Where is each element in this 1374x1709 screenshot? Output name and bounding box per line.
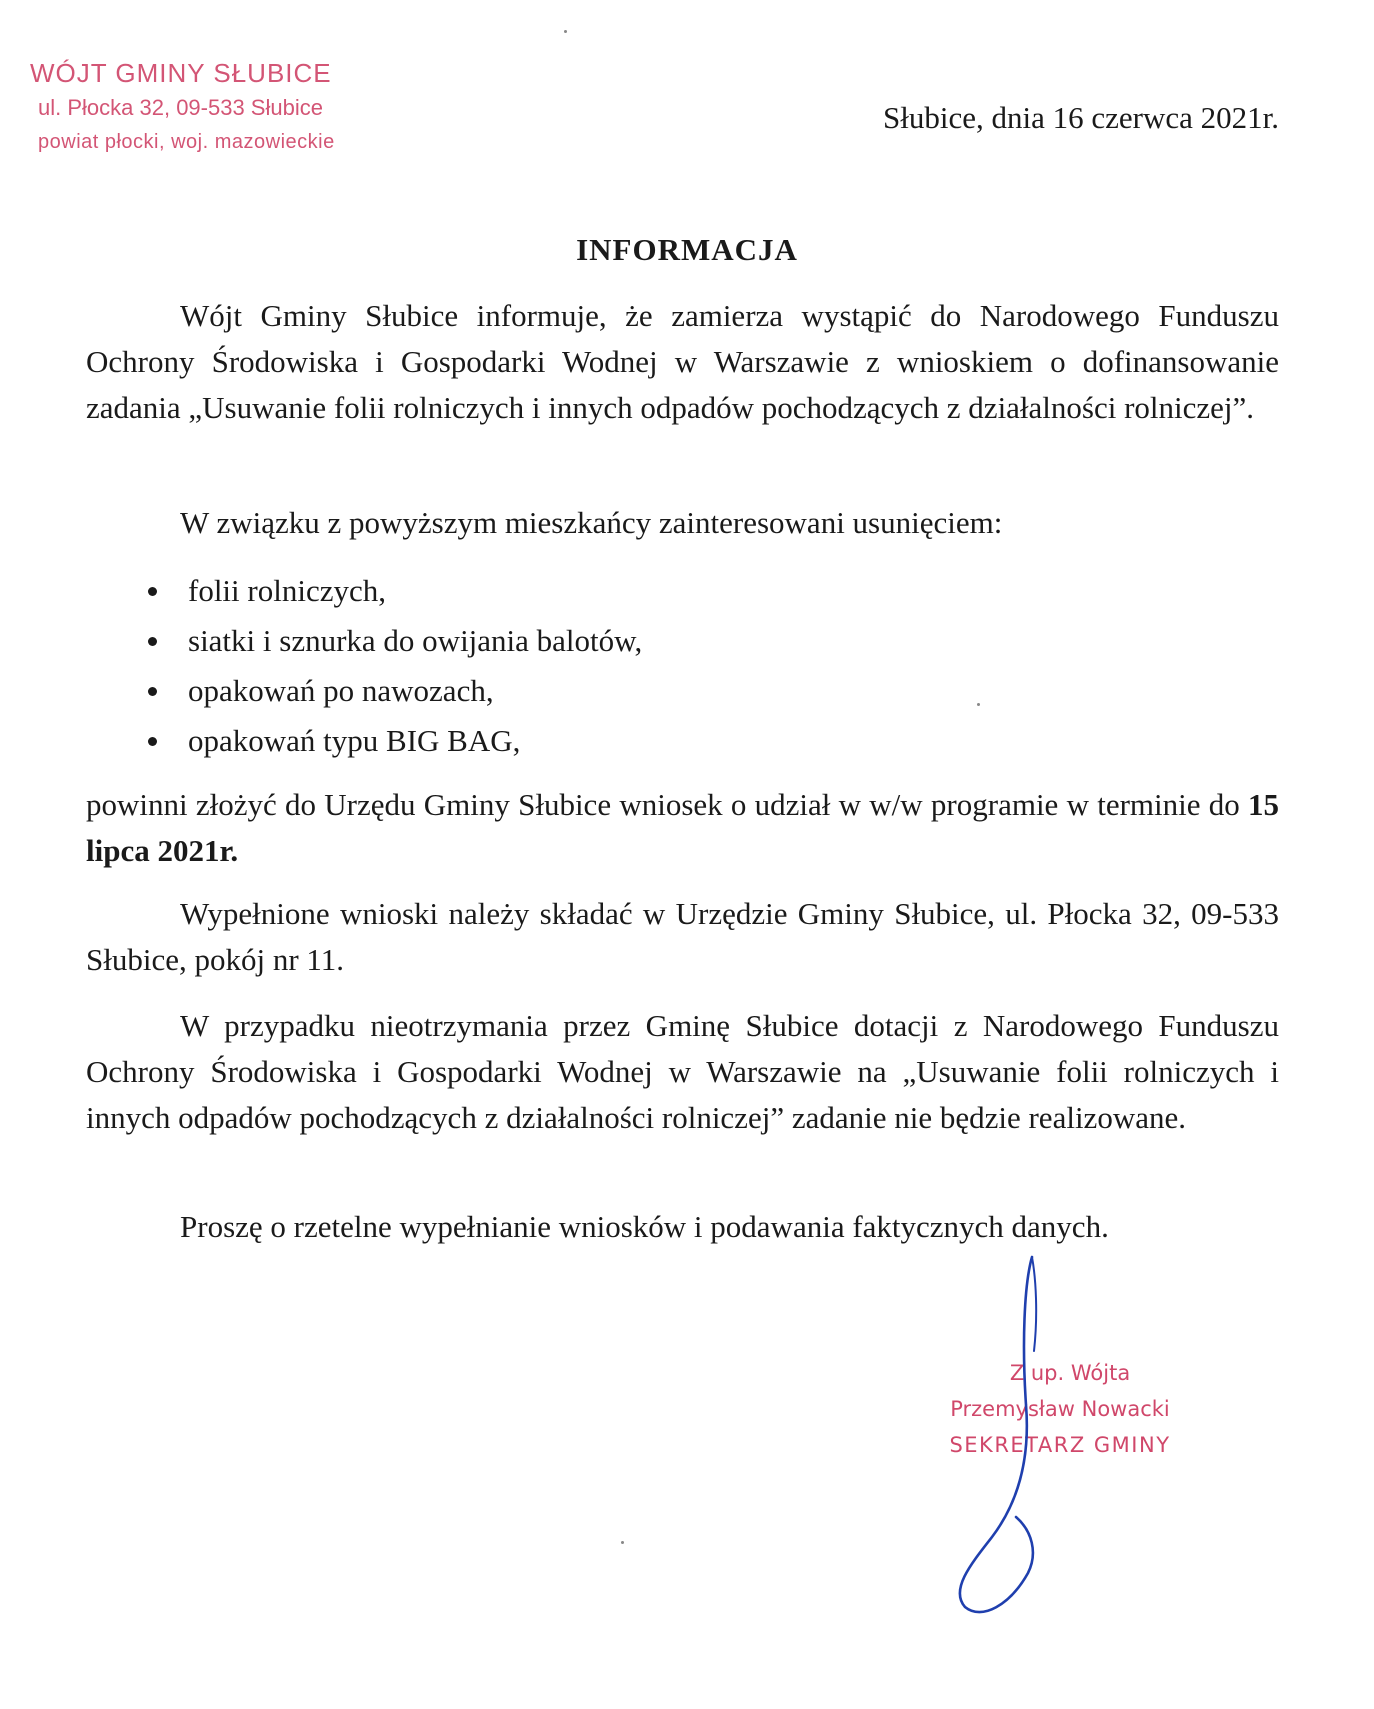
- deadline-text: powinni złożyć do Urzędu Gminy Słubice wniosek o udział w w/w programie w terminie do: [86, 787, 1248, 822]
- handwritten-signature: [920, 1255, 1060, 1615]
- signature-authority: Z up. Wójta: [1009, 1361, 1131, 1385]
- stamp-line-office: WÓJT GMINY SŁUBICE: [30, 58, 332, 88]
- list-item: opakowań typu BIG BAG,: [140, 716, 642, 766]
- paragraph-residents: W związku z powyższym mieszkańcy zainteresowani usunięciem:: [180, 505, 1003, 540]
- document-title: INFORMACJA: [576, 232, 798, 267]
- scan-speck: [977, 703, 980, 706]
- paragraph-submission: Wypełnione wnioski należy składać w Urzędzie Gminy Słubice, ul. Płocka 32, 09-533 Słubice, pokój nr 11.: [86, 896, 1279, 977]
- paragraph-funding-note: W przypadku nieotrzymania przez Gminę Słubice dotacji z Narodowego Funduszu Ochrony Środowiska i Gospodarki Wodnej w Warszawie na „Usuwanie folii rolniczych i innych odpadów pochodzących z działalności rolniczej” zadanie nie będzie realizowane.: [86, 1008, 1279, 1135]
- list-item: opakowań po nawozach,: [140, 666, 642, 716]
- deadline-date: 15 lipca 2021r.: [86, 787, 1279, 868]
- bullet-icon: [148, 737, 157, 746]
- stamp-line-region: powiat płocki, woj. mazowieckie: [38, 130, 335, 153]
- paragraph-request: Proszę o rzetelne wypełnianie wniosków i podawania faktycznych danych.: [180, 1209, 1109, 1244]
- document-date: Słubice, dnia 16 czerwca 2021r.: [883, 100, 1279, 135]
- office-stamp: [30, 58, 390, 154]
- signature-title: SEKRETARZ GMINY: [949, 1433, 1171, 1457]
- paragraph-intro: Wójt Gminy Słubice informuje, że zamierza wystąpić do Narodowego Funduszu Ochrony Środowiska i Gospodarki Wodnej w Warszawie z wnioskiem o dofinansowanie zadania „Usuwanie folii rolniczych i innych odpadów pochodzących z działalności rolniczej”.: [86, 298, 1279, 425]
- bullet-icon: [148, 637, 157, 646]
- scan-speck: [564, 30, 567, 33]
- waste-type-list: [140, 566, 642, 766]
- signature-name: Przemysław Nowacki: [950, 1397, 1170, 1421]
- stamp-line-address: ul. Płocka 32, 09-533 Słubice: [38, 95, 323, 121]
- bullet-icon: [148, 587, 157, 596]
- bullet-icon: [148, 687, 157, 696]
- paragraph-deadline: [86, 782, 1279, 874]
- scan-speck: [621, 1541, 624, 1544]
- list-item: siatki i sznurka do owijania balotów,: [140, 616, 642, 666]
- list-item: folii rolniczych,: [140, 566, 642, 616]
